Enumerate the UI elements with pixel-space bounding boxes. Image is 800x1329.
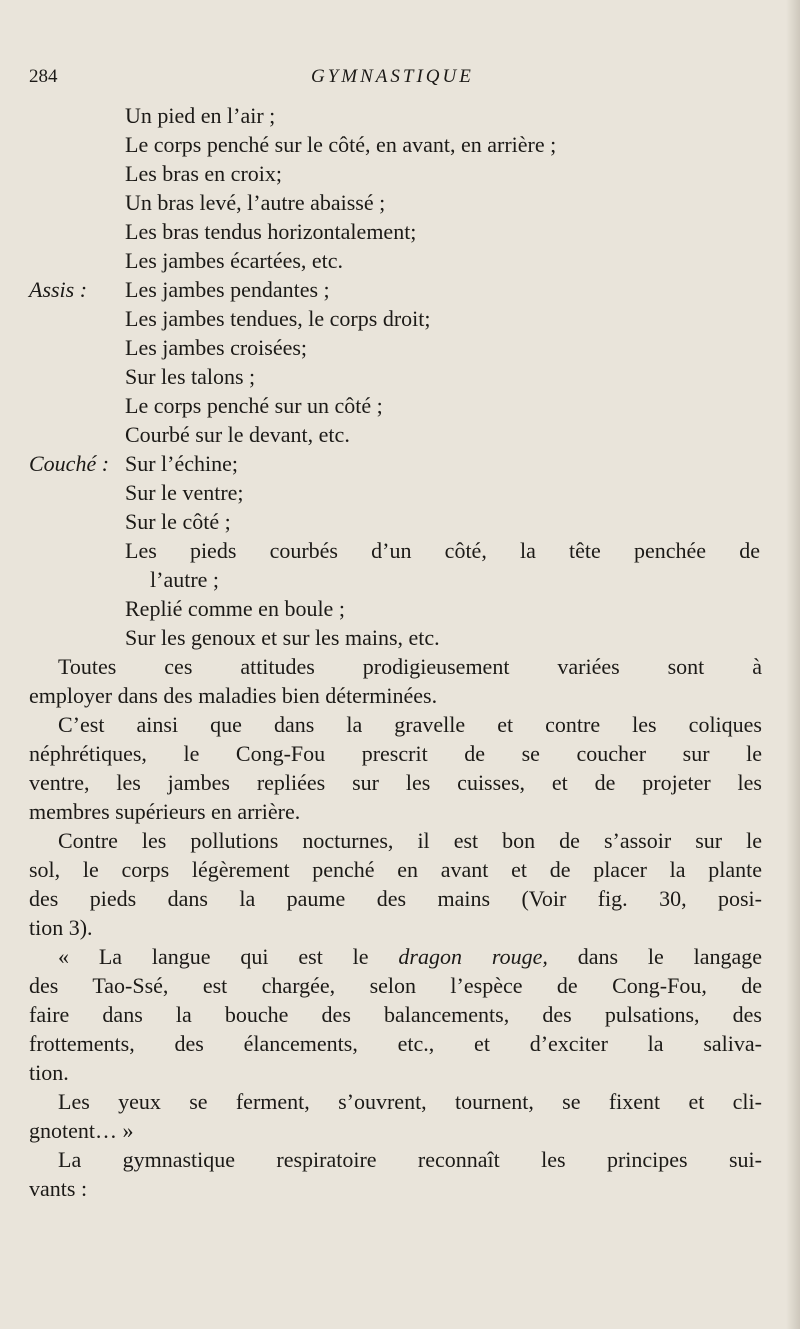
list-line: Les pieds courbés d’un côté, la tête penchée de <box>125 538 760 563</box>
page-number: 284 <box>29 66 58 87</box>
body-line: néphrétiques, le Cong-Fou prescrit de se coucher sur le <box>29 741 762 766</box>
list-line: l’autre ; <box>150 567 220 592</box>
list-line: Le corps penché sur le côté, en avant, en arrière ; <box>125 132 557 157</box>
body-line: employer dans des maladies bien déterminées. <box>29 683 438 708</box>
list-line: Les bras en croix; <box>125 161 282 186</box>
body-line: vants : <box>29 1176 88 1201</box>
list-line: Sur l’échine; <box>125 451 239 476</box>
list-line: Un bras levé, l’autre abaissé ; <box>125 190 386 215</box>
running-title: GYMNASTIQUE <box>311 66 474 87</box>
quote-italic-term: dragon rouge, <box>398 944 548 969</box>
body-line: La gymnastique respiratoire reconnaît les principes sui- <box>58 1147 762 1172</box>
body-line-quote <box>58 942 762 972</box>
body-line: Contre les pollutions nocturnes, il est bon de s’assoir sur le <box>58 828 762 853</box>
list-line: Les jambes tendues, le corps droit; <box>125 306 431 331</box>
body-line: ventre, les jambes repliées sur les cuisses, et de projeter les <box>29 770 762 795</box>
list-line: Les jambes pendantes ; <box>125 277 330 302</box>
body-line: frottements, des élancements, etc., et d’exciter la saliva- <box>29 1031 762 1056</box>
list-line: Sur le ventre; <box>125 480 244 505</box>
list-line: Sur les talons ; <box>125 364 256 389</box>
label-couche: Couché : <box>29 451 110 476</box>
list-line: Les jambes écartées, etc. <box>125 248 344 273</box>
body-line: gnotent… » <box>29 1118 134 1143</box>
body-line: Les yeux se ferment, s’ouvrent, tournent, se fixent et cli- <box>58 1089 762 1114</box>
list-line: Replié comme en boule ; <box>125 596 345 621</box>
page-header <box>29 66 749 94</box>
list-line: Sur le côté ; <box>125 509 231 534</box>
list-line: Le corps penché sur un côté ; <box>125 393 383 418</box>
list-line: Les bras tendus horizontalement; <box>125 219 417 244</box>
list-line: Sur les genoux et sur les mains, etc. <box>125 625 440 650</box>
list-line: Un pied en l’air ; <box>125 103 276 128</box>
body-line: membres supérieurs en arrière. <box>29 799 301 824</box>
body-line: faire dans la bouche des balancements, des pulsations, des <box>29 1002 762 1027</box>
quote-text-part: dans le langage <box>547 944 763 969</box>
body-line: Toutes ces attitudes prodigieusement variées sont à <box>58 654 762 679</box>
page-edge-shadow <box>786 0 800 1329</box>
body-line: C’est ainsi que dans la gravelle et contre les coliques <box>58 712 762 737</box>
list-line: Les jambes croisées; <box>125 335 308 360</box>
body-line: sol, le corps légèrement penché en avant et de placer la plante <box>29 857 762 882</box>
list-line: Courbé sur le devant, etc. <box>125 422 350 447</box>
body-line: tion. <box>29 1060 69 1085</box>
body-line: des pieds dans la paume des mains (Voir fig. 30, posi- <box>29 886 762 911</box>
body-line: tion 3). <box>29 915 93 940</box>
label-assis: Assis : <box>29 277 88 302</box>
body-line: des Tao-Ssé, est chargée, selon l’espèce de Cong-Fou, de <box>29 973 762 998</box>
quote-text-part: « La langue qui est le <box>58 944 399 969</box>
